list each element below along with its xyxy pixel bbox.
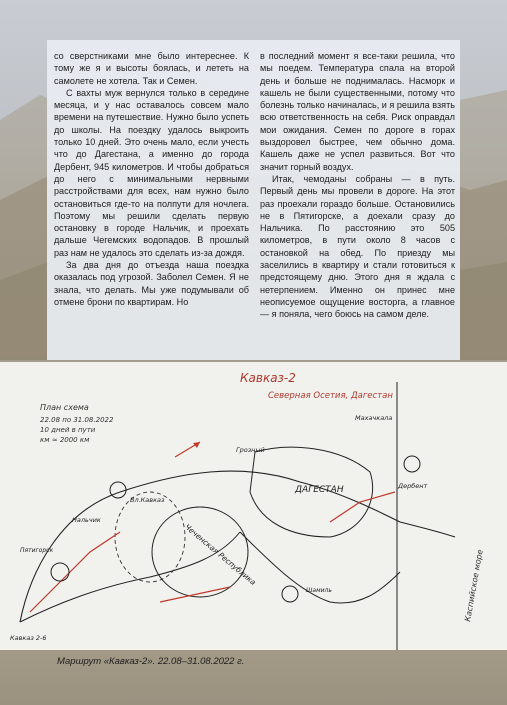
article-column-1 bbox=[54, 50, 249, 308]
place-label: Грозный bbox=[236, 446, 265, 454]
plan-title: План схема bbox=[40, 403, 89, 412]
place-label: Шамиль bbox=[306, 587, 332, 594]
map-subtitle: Северная Осетия, Дагестан bbox=[268, 391, 393, 401]
region-label: ДАГЕСТАН bbox=[295, 485, 344, 495]
map-title: Кавказ-2 bbox=[240, 371, 296, 385]
place-label: Дербент bbox=[398, 482, 428, 490]
route-map-photo bbox=[0, 362, 507, 650]
plan-dates: 22.08 по 31.08.2022 bbox=[40, 416, 114, 424]
place-label: Вл.Кавказ bbox=[130, 496, 165, 504]
place-label: Нальчик bbox=[72, 516, 101, 524]
paragraph: со сверстниками мне было интереснее. К тому же я и высоты боялась, и лететь на самолете не хотела. Так и Семен. bbox=[54, 51, 249, 86]
region-label: Чеченская Республика bbox=[183, 522, 258, 587]
route-map-drawing bbox=[0, 362, 507, 650]
place-label: Кавказ 2-6 bbox=[10, 634, 47, 642]
plan-km: км ≈ 2000 км bbox=[40, 436, 90, 444]
place-label: Пятигорск bbox=[20, 547, 54, 554]
map-caption: Маршрут «Кавказ-2». 22.08–31.08.2022 г. bbox=[57, 656, 245, 667]
sea-label: Каспийское море bbox=[463, 548, 485, 623]
paragraph: Итак, чемоданы собраны — в путь. Первый день мы провели в дороге. На этот раз проехали гораздо больше. Остановились не в Пятигорске, а доехали сразу до Нальчика. По расстоянию это 505 километров, в пути около 8 часов с остановкой на обед. По приезду мы заселились в квартиру и стали готовиться к предстоящему дню. Этого дня я ждала с нетерпением. Именно он принес мне неописуемое ощущение восторга, а главное — я поняла, чего боюсь на самом деле. bbox=[260, 173, 455, 320]
article-column-2 bbox=[260, 50, 455, 321]
paragraph: С вахты муж вернулся только в середине месяца, и у нас оставалось совсем мало времени на путешествие. Нужно было успеть до школы. На поездку удалось выкроить только 10 дней. Это очень мало, если учесть что до Дагестана, а именно до города Дербент, 945 километров. И чтобы добраться до него с минимальными нервными расстройствами для всех, нам нужно было остановиться где-то на полпути для ночлега. Поэтому мы решили сделать первую остановку в городе Нальчик, и проехать дальше Чегемских водопадов. В прошлый раз нам не удалось это сделать из-за дождя. bbox=[54, 87, 249, 258]
plan-days: 10 дней в пути bbox=[40, 426, 96, 434]
article-text-panel bbox=[47, 40, 460, 360]
region-outline bbox=[152, 507, 248, 597]
paragraph: в последний момент я все-таки решила, что мы поедем. Температура спала на второй день и больше не поднималась. Насморк и кашель не были существенными, потому что болезнь только начиналась, и я решила взять всю ответственность на себя. Риск оправдал мои ожидания. Семен по дороге в горах выздоровел быстрее, чем обычно дома. Кашель даже не успел развиться. Вот что значит горный воздух. bbox=[260, 51, 455, 172]
paragraph: За два дня до отъезда наша поездка оказалась под угрозой. Заболел Семен. Я не знала, что делать. Мы уже подумывали об отмене брони по квартирам. Но bbox=[54, 260, 249, 307]
place-label: Махачкала bbox=[355, 414, 393, 422]
